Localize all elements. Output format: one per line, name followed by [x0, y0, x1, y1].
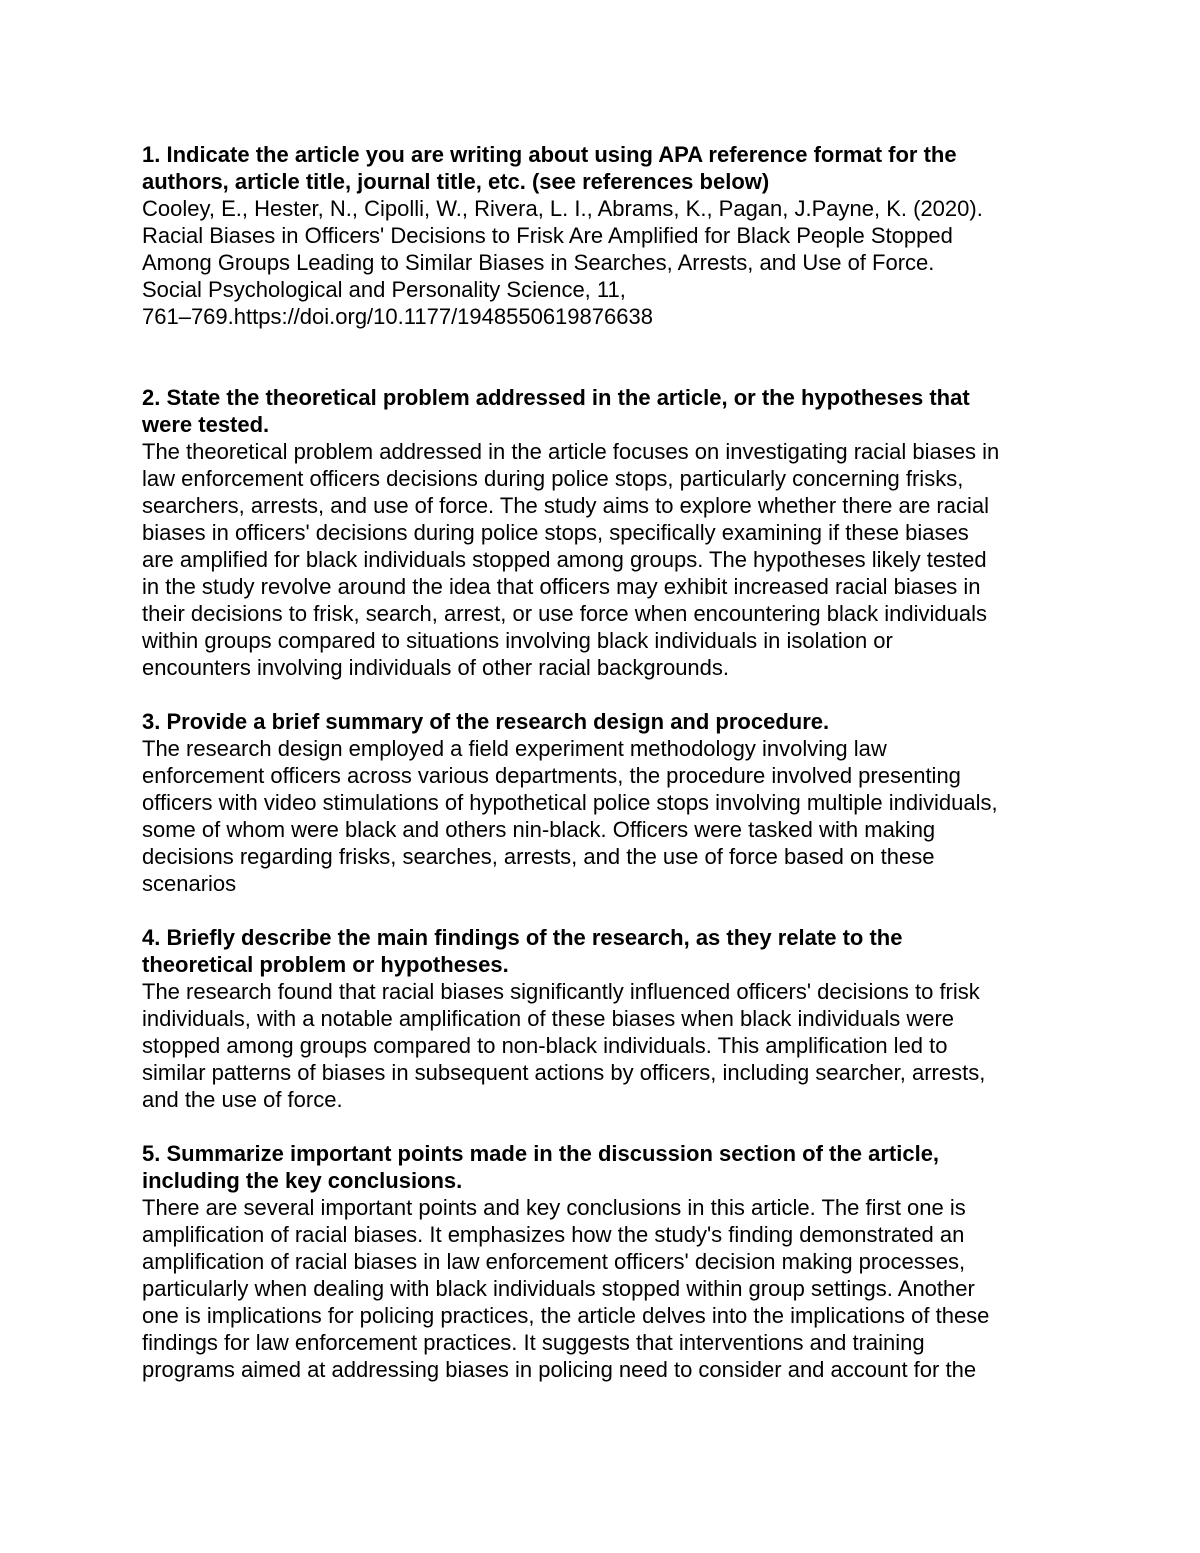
- answer-3-line-4: some of whom were black and others nin-black. Officers were tasked with making: [142, 817, 936, 842]
- question-1-line-2: authors, article title, journal title, etc. (see references below): [142, 169, 770, 194]
- spacer: [142, 897, 1077, 924]
- answer-2-line-9: encounters involving individuals of other racial backgrounds.: [142, 655, 730, 680]
- question-1-line-1: 1. Indicate the article you are writing about using APA reference format for the: [142, 142, 957, 167]
- spacer: [142, 1113, 1077, 1140]
- spacer: [142, 330, 1077, 384]
- section-3: [142, 708, 1077, 897]
- question-4-line-2: theoretical problem or hypotheses.: [142, 952, 509, 977]
- answer-3-line-1: The research design employed a field experiment methodology involving law: [142, 736, 887, 761]
- section-2: [142, 384, 1077, 681]
- answer-5-line-2: amplification of racial biases. It emphasizes how the study's finding demonstrated an: [142, 1222, 965, 1247]
- answer-2-line-3: searchers, arrests, and use of force. The study aims to explore whether there are racial: [142, 493, 989, 518]
- section-1: [142, 141, 1077, 330]
- section-4: [142, 924, 1077, 1113]
- answer-1-line-1: Cooley, E., Hester, N., Cipolli, W., Rivera, L. I., Abrams, K., Pagan, J.Payne, K. (2020).: [142, 196, 983, 221]
- answer-2-line-6: in the study revolve around the idea that officers may exhibit increased racial biases in: [142, 574, 981, 599]
- answer-2-line-5: are amplified for black individuals stopped among groups. The hypotheses likely tested: [142, 547, 987, 572]
- answer-4-line-4: similar patterns of biases in subsequent actions by officers, including searcher, arrests,: [142, 1060, 986, 1085]
- answer-5-line-5: one is implications for policing practices, the article delves into the implications of these: [142, 1303, 990, 1328]
- answer-1-line-5: 761–769.https://doi.org/10.1177/1948550619876638: [142, 304, 653, 329]
- answer-5-line-4: particularly when dealing with black individuals stopped within group settings. Another: [142, 1276, 975, 1301]
- answer-2-line-4: biases in officers' decisions during police stops, specifically examining if these biases: [142, 520, 969, 545]
- answer-1-line-2: Racial Biases in Officers' Decisions to Frisk Are Amplified for Black People Stopped: [142, 223, 953, 248]
- answer-5-line-1: There are several important points and key conclusions in this article. The first one is: [142, 1195, 966, 1220]
- answer-3-line-3: officers with video stimulations of hypothetical police stops involving multiple individuals,: [142, 790, 998, 815]
- answer-3-line-2: enforcement officers across various departments, the procedure involved presenting: [142, 763, 961, 788]
- section-5: [142, 1140, 1077, 1383]
- answer-2-line-7: their decisions to frisk, search, arrest, or use force when encountering black individuals: [142, 601, 987, 626]
- answer-1-line-4: Social Psychological and Personality Science, 11,: [142, 277, 626, 302]
- answer-5-line-3: amplification of racial biases in law enforcement officers' decision making processes,: [142, 1249, 966, 1274]
- spacer: [142, 681, 1077, 708]
- answer-3-line-6: scenarios: [142, 871, 237, 896]
- answer-5-line-6: findings for law enforcement practices. It suggests that interventions and training: [142, 1330, 925, 1355]
- question-5-line-1: 5. Summarize important points made in the discussion section of the article,: [142, 1141, 940, 1166]
- answer-2-line-8: within groups compared to situations involving black individuals in isolation or: [142, 628, 893, 653]
- answer-4-line-2: individuals, with a notable amplification of these biases when black individuals were: [142, 1006, 955, 1031]
- answer-5-line-7: programs aimed at addressing biases in policing need to consider and account for the: [142, 1357, 977, 1382]
- question-2-line-2: were tested.: [142, 412, 270, 437]
- answer-2-line-2: law enforcement officers decisions during police stops, particularly concerning frisks,: [142, 466, 964, 491]
- question-4-line-1: 4. Briefly describe the main findings of the research, as they relate to the: [142, 925, 903, 950]
- question-2-line-1: 2. State the theoretical problem addressed in the article, or the hypotheses that: [142, 385, 970, 410]
- answer-3-line-5: decisions regarding frisks, searches, arrests, and the use of force based on these: [142, 844, 935, 869]
- answer-1-line-3: Among Groups Leading to Similar Biases in Searches, Arrests, and Use of Force.: [142, 250, 935, 275]
- answer-4-line-1: The research found that racial biases significantly influenced officers' decisions to frisk: [142, 979, 980, 1004]
- question-3-line-1: 3. Provide a brief summary of the research design and procedure.: [142, 709, 830, 734]
- document-body: [142, 141, 1077, 1383]
- answer-2-line-1: The theoretical problem addressed in the article focuses on investigating racial biases in: [142, 439, 1000, 464]
- answer-4-line-5: and the use of force.: [142, 1087, 343, 1112]
- answer-4-line-3: stopped among groups compared to non-black individuals. This amplification led to: [142, 1033, 948, 1058]
- question-5-line-2: including the key conclusions.: [142, 1168, 463, 1193]
